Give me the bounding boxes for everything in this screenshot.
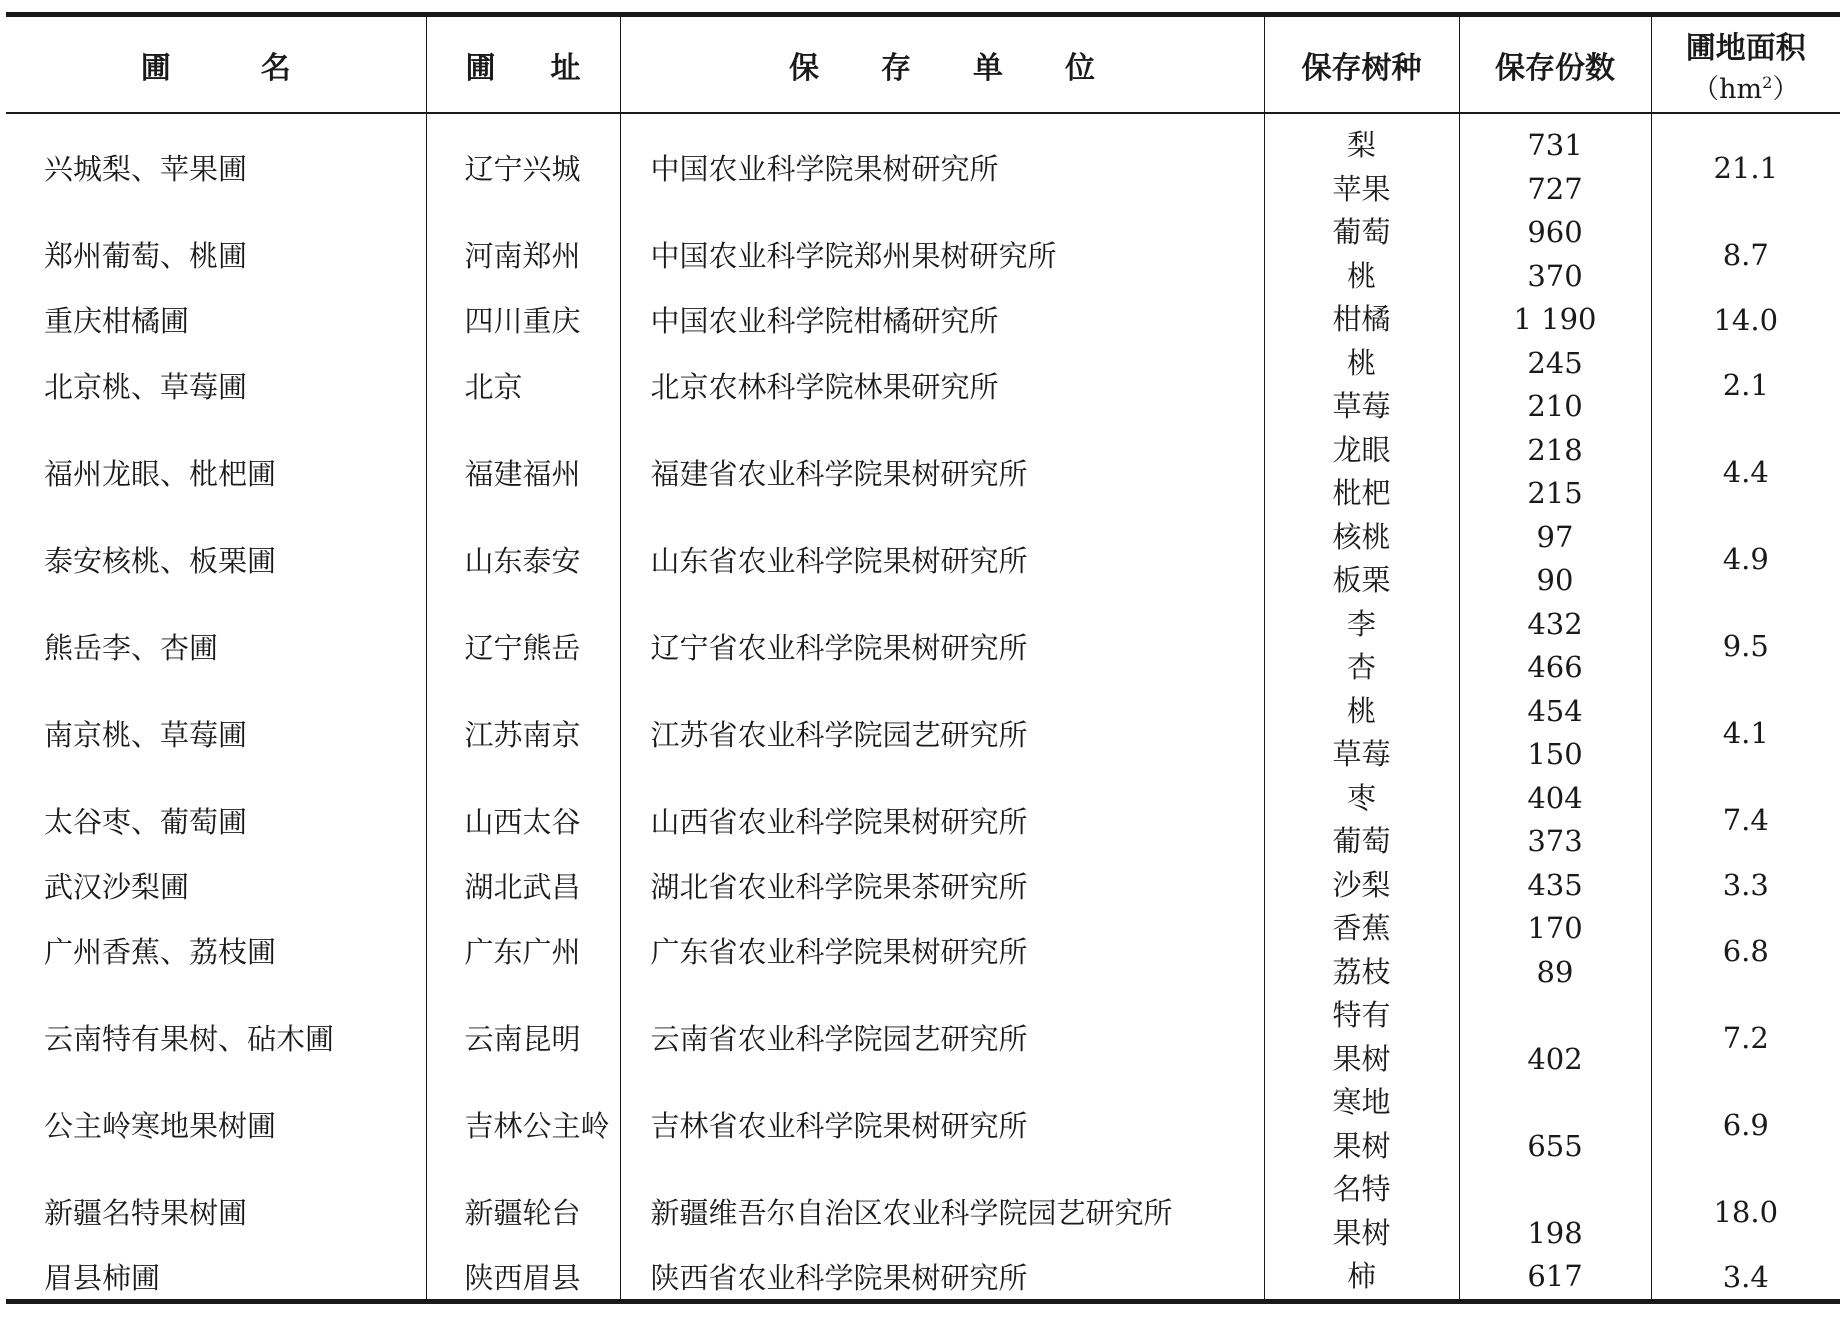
header-site: 圃 址 <box>426 15 620 114</box>
species-name: 杏 <box>1346 650 1376 684</box>
nursery-name: 眉县柿圃 <box>6 1255 426 1301</box>
accession-count: 432 <box>1527 606 1583 641</box>
nursery-site: 河南郑州 <box>426 211 620 298</box>
conservation-unit: 中国农业科学院柑橘研究所 <box>620 298 1264 342</box>
conservation-unit: 辽宁省农业科学院果树研究所 <box>620 603 1264 690</box>
species-cell <box>1264 429 1459 516</box>
species-cell <box>1264 994 1459 1081</box>
accession-count: 170 <box>1527 911 1583 945</box>
species-name: 葡萄 <box>1332 215 1391 249</box>
species-cell <box>1264 777 1459 864</box>
table-row <box>6 1168 1840 1255</box>
area-value: 4.9 <box>1651 516 1840 603</box>
table-row <box>6 342 1840 429</box>
conservation-unit: 广东省农业科学院果树研究所 <box>620 907 1264 994</box>
accession-count: 210 <box>1527 389 1583 423</box>
nursery-site: 山西太谷 <box>426 777 620 864</box>
species-name: 苹果 <box>1332 171 1391 206</box>
nursery-name: 泰安核桃、板栗圃 <box>44 543 277 578</box>
area-value: 14.0 <box>1651 298 1840 342</box>
header-name: 圃 名 <box>6 15 426 114</box>
count-cell <box>1459 1081 1651 1168</box>
area-value: 2.1 <box>1651 342 1840 429</box>
nursery-site: 湖北武昌 <box>426 864 620 908</box>
count-cell <box>1459 342 1651 429</box>
nursery-site: 福建福州 <box>426 429 620 516</box>
accession-count: 97 <box>1536 519 1574 554</box>
table-row <box>6 211 1840 298</box>
species-name: 板栗 <box>1332 563 1391 597</box>
conservation-unit: 湖北省农业科学院果茶研究所 <box>620 864 1264 908</box>
table-row <box>6 516 1840 603</box>
species-name: 特有 <box>1332 998 1391 1032</box>
count-cell <box>1459 1168 1651 1255</box>
conservation-unit: 中国农业科学院郑州果树研究所 <box>620 211 1264 298</box>
header-area: 圃地面积 $(hm^2)$ <box>1651 15 1840 114</box>
nursery-name: 重庆柑橘圃 <box>44 304 190 339</box>
species-name: 草莓 <box>1332 389 1391 423</box>
accession-count: 454 <box>1527 693 1583 728</box>
count-cell <box>1459 113 1651 211</box>
accession-count: 727 <box>1527 171 1583 206</box>
nursery-site: 新疆轮台 <box>426 1168 620 1255</box>
species-cell <box>1264 113 1459 211</box>
table-row <box>6 113 1840 211</box>
nursery-site: 辽宁兴城 <box>426 113 620 211</box>
species-cell <box>1264 1255 1459 1301</box>
table-row <box>6 1081 1840 1168</box>
accession-count: 435 <box>1527 867 1583 902</box>
species-name: 香蕉 <box>1332 911 1391 945</box>
species-cell <box>1264 516 1459 603</box>
area-value: 7.2 <box>1651 994 1840 1081</box>
species-name: 葡萄 <box>1332 824 1391 858</box>
nursery-table <box>6 12 1840 1304</box>
nursery-name: 武汉沙梨圃 <box>44 869 190 904</box>
conservation-unit: 云南省农业科学院园艺研究所 <box>620 994 1264 1081</box>
area-value: 3.4 <box>1651 1255 1840 1301</box>
table-row <box>6 429 1840 516</box>
nursery-site: 北京 <box>426 342 620 429</box>
count-cell <box>1459 211 1651 298</box>
table-row <box>6 690 1840 777</box>
accession-count: 466 <box>1527 650 1583 684</box>
accession-count: 198 <box>1527 1215 1583 1250</box>
species-name: 桃 <box>1346 258 1376 293</box>
accession-count: 404 <box>1527 780 1583 815</box>
area-value: 7.4 <box>1651 777 1840 864</box>
table-header <box>6 15 1840 114</box>
species-name: 柿 <box>1346 1259 1376 1293</box>
species-name: 龙眼 <box>1332 432 1391 467</box>
accession-count <box>1460 1081 1651 1125</box>
conservation-unit: 陕西省农业科学院果树研究所 <box>620 1255 1264 1301</box>
table-body <box>6 113 1840 1301</box>
species-cell <box>1264 342 1459 429</box>
species-cell <box>1264 907 1459 994</box>
count-cell <box>1459 907 1651 994</box>
count-cell <box>1459 864 1651 908</box>
species-name: 柑橘 <box>1332 302 1391 336</box>
nursery-name: 熊岳李、杏圃 <box>44 630 219 665</box>
table-row <box>6 777 1840 864</box>
species-name: 寒地 <box>1332 1085 1391 1119</box>
count-cell <box>1459 777 1651 864</box>
conservation-unit: 福建省农业科学院果树研究所 <box>620 429 1264 516</box>
species-cell <box>1264 690 1459 777</box>
species-name: 沙梨 <box>1332 867 1391 902</box>
accession-count: 89 <box>1536 954 1574 989</box>
area-value: 8.7 <box>1651 211 1840 298</box>
area-value: 4.4 <box>1651 429 1840 516</box>
area-value: 9.5 <box>1651 603 1840 690</box>
species-name: 果树 <box>1332 1041 1391 1076</box>
count-cell <box>1459 429 1651 516</box>
accession-count <box>1460 1168 1651 1212</box>
species-name: 李 <box>1346 606 1376 641</box>
accession-count: 150 <box>1527 737 1583 771</box>
conservation-unit: 山东省农业科学院果树研究所 <box>620 516 1264 603</box>
species-name: 梨 <box>1346 128 1376 162</box>
count-cell <box>1459 298 1651 342</box>
species-name: 果树 <box>1332 1215 1391 1250</box>
nursery-name: 新疆名特果树圃 <box>44 1196 248 1230</box>
species-name: 名特 <box>1332 1172 1391 1206</box>
nursery-site: 山东泰安 <box>426 516 620 603</box>
conservation-unit: 吉林省农业科学院果树研究所 <box>620 1081 1264 1168</box>
conservation-unit: 新疆维吾尔自治区农业科学院园艺研究所 <box>620 1168 1264 1255</box>
accession-count: 373 <box>1527 824 1583 858</box>
nursery-name: 兴城梨、苹果圃 <box>44 152 248 186</box>
area-value: 3.3 <box>1651 864 1840 908</box>
nursery-name: 南京桃、草莓圃 <box>44 717 248 752</box>
nursery-site: 吉林公主岭 <box>426 1081 620 1168</box>
species-cell <box>1264 603 1459 690</box>
nursery-site: 陕西眉县 <box>426 1255 620 1301</box>
table-row <box>6 907 1840 994</box>
species-name: 核桃 <box>1332 519 1391 554</box>
count-cell <box>1459 1255 1651 1301</box>
accession-count: 731 <box>1527 128 1583 162</box>
accession-count: 960 <box>1527 215 1583 249</box>
area-value: 4.1 <box>1651 690 1840 777</box>
conservation-unit: 中国农业科学院果树研究所 <box>620 113 1264 211</box>
species-cell <box>1264 298 1459 342</box>
species-name: 果树 <box>1332 1128 1391 1163</box>
table-row <box>6 298 1840 342</box>
area-value: 6.9 <box>1651 1081 1840 1168</box>
count-cell <box>1459 994 1651 1081</box>
nursery-site: 四川重庆 <box>426 298 620 342</box>
nursery-site: 江苏南京 <box>426 690 620 777</box>
species-cell <box>1264 864 1459 908</box>
species-name: 枇杷 <box>1332 476 1391 510</box>
species-name: 桃 <box>1346 693 1376 728</box>
species-name: 草莓 <box>1332 737 1391 771</box>
accession-count: 402 <box>1527 1041 1583 1076</box>
species-name: 桃 <box>1346 345 1376 380</box>
table-row <box>6 1255 1840 1301</box>
species-name: 荔枝 <box>1332 954 1391 989</box>
accession-count: 245 <box>1527 345 1583 380</box>
nursery-site: 广东广州 <box>426 907 620 994</box>
species-cell <box>1264 1081 1459 1168</box>
accession-count: 218 <box>1527 432 1583 467</box>
nursery-site: 云南昆明 <box>426 994 620 1081</box>
accession-count <box>1460 994 1651 1038</box>
accession-count: 90 <box>1536 563 1574 597</box>
nursery-name: 北京桃、草莓圃 <box>44 369 248 404</box>
accession-count: 1 190 <box>1513 302 1597 336</box>
area-value: 6.8 <box>1651 907 1840 994</box>
table-row <box>6 603 1840 690</box>
accession-count: 370 <box>1527 258 1583 293</box>
conservation-unit: 北京农林科学院林果研究所 <box>620 342 1264 429</box>
nursery-name: 广州香蕉、荔枝圃 <box>44 935 277 969</box>
nursery-site: 辽宁熊岳 <box>426 603 620 690</box>
conservation-unit: 山西省农业科学院果树研究所 <box>620 777 1264 864</box>
header-species: 保存树种 <box>1264 15 1459 114</box>
accession-count: 617 <box>1527 1259 1583 1293</box>
table-row <box>6 994 1840 1081</box>
nursery-name: 太谷枣、葡萄圃 <box>44 804 248 839</box>
nursery-name: 郑州葡萄、桃圃 <box>44 239 248 273</box>
count-cell <box>1459 516 1651 603</box>
header-unit: 保 存 单 位 <box>620 15 1264 114</box>
accession-count: 215 <box>1527 476 1583 510</box>
conservation-unit: 江苏省农业科学院园艺研究所 <box>620 690 1264 777</box>
nursery-name: 公主岭寒地果树圃 <box>44 1109 277 1143</box>
area-value: 21.1 <box>1651 113 1840 211</box>
nursery-name: 云南特有果树、砧木圃 <box>44 1022 335 1056</box>
header-count: 保存份数 <box>1459 15 1651 114</box>
table-row <box>6 864 1840 908</box>
species-cell <box>1264 211 1459 298</box>
count-cell <box>1459 690 1651 777</box>
area-value: 18.0 <box>1651 1168 1840 1255</box>
accession-count: 655 <box>1527 1128 1583 1163</box>
species-name: 枣 <box>1346 780 1376 815</box>
count-cell <box>1459 603 1651 690</box>
nursery-name: 福州龙眼、枇杷圃 <box>44 456 277 491</box>
species-cell <box>1264 1168 1459 1255</box>
